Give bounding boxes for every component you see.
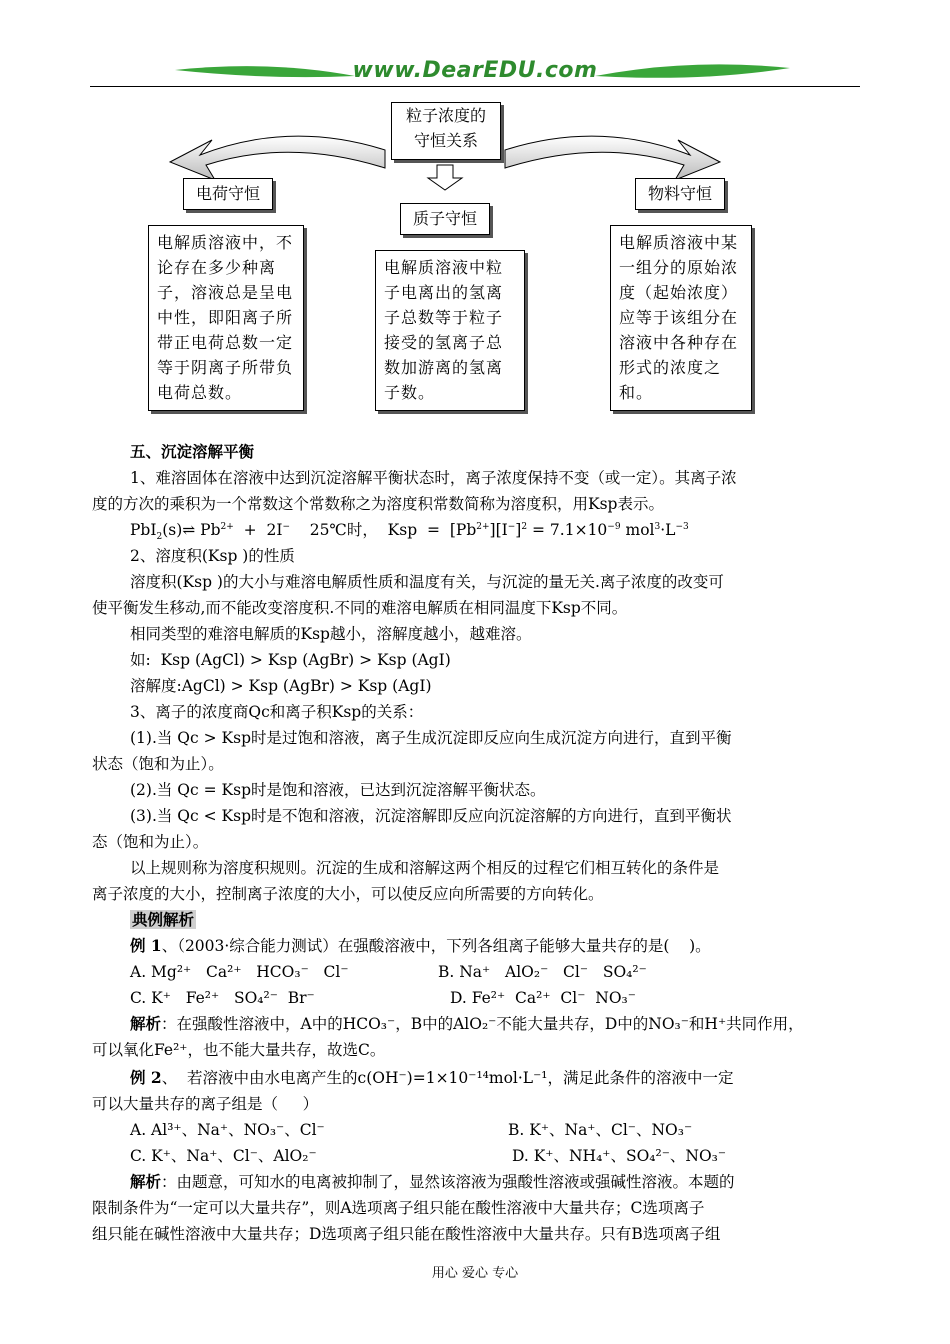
site-logo[interactable]: www.DearEDU.com <box>352 58 598 83</box>
paragraph-line: 组只能在碱性溶液中大量共存；D选项离子组只能在酸性溶液中大量共存。只有B选项离子组 <box>92 1225 721 1243</box>
page-footer: 用心 爱心 专心 <box>431 1266 519 1281</box>
desc-line: 形式的浓度之 <box>619 358 722 377</box>
paragraph-line: 溶解度:AgCl) > Ksp (AgBr) > Ksp (AgI) <box>130 677 432 695</box>
example-2-question: 例 2、 若溶液中由水电离产生的c(OH⁻)=1×10⁻¹⁴mol·L⁻¹，满足此条件的溶液中一定 <box>130 1068 734 1087</box>
desc-line: 中性，即阳离子所 <box>157 308 294 327</box>
paragraph-line: 离子浓度的大小，控制离子浓度的大小，可以使反应向所需要的方向转化。 <box>92 885 604 903</box>
charge-title-text: 电荷守恒 <box>195 184 260 203</box>
desc-line: 数加游离的氢离 <box>384 358 504 377</box>
proton-conservation-title <box>400 203 490 235</box>
paragraph-line: (2).当 Qc = Ksp时是饱和溶液，已达到沉淀溶解平衡状态。 <box>130 781 546 799</box>
charge-conservation-title <box>183 178 273 210</box>
paragraph-line: 3、离子的浓度商Qc和离子积Ksp的关系： <box>130 703 424 721</box>
paragraph-line: 1、难溶固体在溶液中达到沉淀溶解平衡状态时，离子浓度保持不变（或一定）。其离子浓 <box>130 469 737 487</box>
option-a: A. Al³⁺、Na⁺、NO₃⁻、Cl⁻ <box>130 1121 325 1139</box>
paragraph-line: (1).当 Qc > Ksp时是过饱和溶液，离子生成沉淀即反应向生成沉淀方向进行，直到平衡 <box>130 729 732 747</box>
option-b: B. K⁺、Na⁺、Cl⁻、NO₃⁻ <box>508 1121 693 1139</box>
option-b: B. Na⁺ AlO₂⁻ Cl⁻ SO₄²⁻ <box>438 963 647 981</box>
desc-line: 子电离出的氢离 <box>384 283 504 302</box>
paragraph-line: 2、溶度积(Ksp )的性质 <box>130 547 295 565</box>
desc-line: 电解质溶液中某 <box>619 233 739 252</box>
desc-line: 溶液中各种存在 <box>619 333 739 352</box>
paragraph-line: 可以大量共存的离子组是（ ） <box>92 1095 319 1113</box>
desc-line: 子，溶液总是呈电 <box>157 283 294 302</box>
paragraph-line: 溶度积(Ksp )的大小与难溶电解质性质和温度有关，与沉淀的量无关.离子浓度的改变可 <box>130 573 724 591</box>
desc-line: 论存在多少种离 <box>157 258 277 277</box>
proton-title-text: 质子守恒 <box>412 209 477 228</box>
paragraph-line: (3).当 Qc < Ksp时是不饱和溶液，沉淀溶解即反应向沉淀溶解的方向进行，直到平衡状 <box>130 807 732 825</box>
center-title-box <box>391 102 501 160</box>
center-title-line: 粒子浓度的 <box>405 106 486 125</box>
pbi2-equilibrium-equation: PbI$_2$(s)⇌ $Pb^{2+} + 2I^-$ 25℃时， Ksp = $[Pb^{2+}][I^-]^2 = 7.1\times 10^{-9}$ $mol^3\cdot L^{-3}$ <box>130 521 689 543</box>
paragraph-line: 状态（饱和为止）。 <box>92 755 224 773</box>
paragraph-line: 可以氧化Fe²⁺，也不能大量共存，故选C。 <box>92 1041 386 1059</box>
desc-line: 一组分的原始浓 <box>619 258 739 277</box>
option-a: A. Mg²⁺ Ca²⁺ HCO₃⁻ Cl⁻ <box>130 963 349 981</box>
desc-line: 等于阴离子所带负 <box>157 358 294 377</box>
header-divider <box>90 86 860 87</box>
paragraph-line: 如: Ksp (AgCl) > Ksp (AgBr) > Ksp (AgI) <box>130 651 451 669</box>
example-2-analysis: 解析：由题意，可知水的电离被抑制了，显然该溶液为强酸性溶液或强碱性溶液。本题的 <box>130 1172 735 1191</box>
paragraph-line: 使平衡发生移动,而不能改变溶度积.不同的难溶电解质在相同温度下Ksp不同。 <box>92 599 628 617</box>
paragraph-line: 限制条件为“一定可以大量共存”，则A选项离子组只能在酸性溶液中大量共存；C选项离子 <box>92 1199 705 1217</box>
desc-line: 带正电荷总数一定 <box>157 333 294 352</box>
material-conservation-title <box>635 178 725 210</box>
examples-heading: 典例解析 <box>132 910 195 929</box>
desc-line: 电荷总数。 <box>157 383 243 402</box>
material-title-text: 物料守恒 <box>647 184 712 203</box>
example-1-analysis: 解析：在强酸性溶液中，A中的HCO₃⁻，B中的AlO₂⁻不能大量共存，D中的NO₃⁻和H⁺共同作用， <box>130 1014 804 1033</box>
center-title-line: 守恒关系 <box>413 131 478 150</box>
option-d: D. K⁺、NH₄⁺、SO₄²⁻、NO₃⁻ <box>512 1147 727 1165</box>
material-conservation-desc <box>610 225 752 411</box>
option-c: C. K⁺、Na⁺、Cl⁻、AlO₂⁻ <box>130 1147 317 1165</box>
charge-conservation-desc <box>148 225 304 411</box>
desc-line: 电解质溶液中粒 <box>384 258 504 277</box>
desc-line: 子数。 <box>384 383 436 402</box>
section-heading: 五、沉淀溶解平衡 <box>130 442 255 461</box>
option-c: C. K⁺ Fe²⁺ SO₄²⁻ Br⁻ <box>130 989 315 1007</box>
proton-conservation-desc <box>375 250 525 411</box>
desc-line: 接受的氢离子总 <box>384 333 504 352</box>
desc-line: 和。 <box>619 383 654 402</box>
example-1-question: 例 1、（2003·综合能力测试）在强酸溶液中，下列各组离子能够大量共存的是( )。 <box>130 936 711 955</box>
desc-line: 电解质溶液中，不 <box>157 233 294 252</box>
desc-line: 子总数等于粒子 <box>384 308 504 327</box>
desc-line: 应等于该组分在 <box>619 308 739 327</box>
paragraph-line: 相同类型的难溶电解质的Ksp越小，溶解度越小，越难溶。 <box>130 625 532 643</box>
paragraph-line: 以上规则称为溶度积规则。沉淀的生成和溶解这两个相反的过程它们相互转化的条件是 <box>130 859 720 877</box>
option-d: D. Fe²⁺ Ca²⁺ Cl⁻ NO₃⁻ <box>450 989 636 1007</box>
paragraph-line: 度的方次的乘积为一个常数这个常数称之为溶度积常数简称为溶度积，用Ksp表示。 <box>92 495 664 513</box>
desc-line: 度（起始浓度） <box>619 283 739 302</box>
paragraph-line: 态（饱和为止）。 <box>92 833 209 851</box>
